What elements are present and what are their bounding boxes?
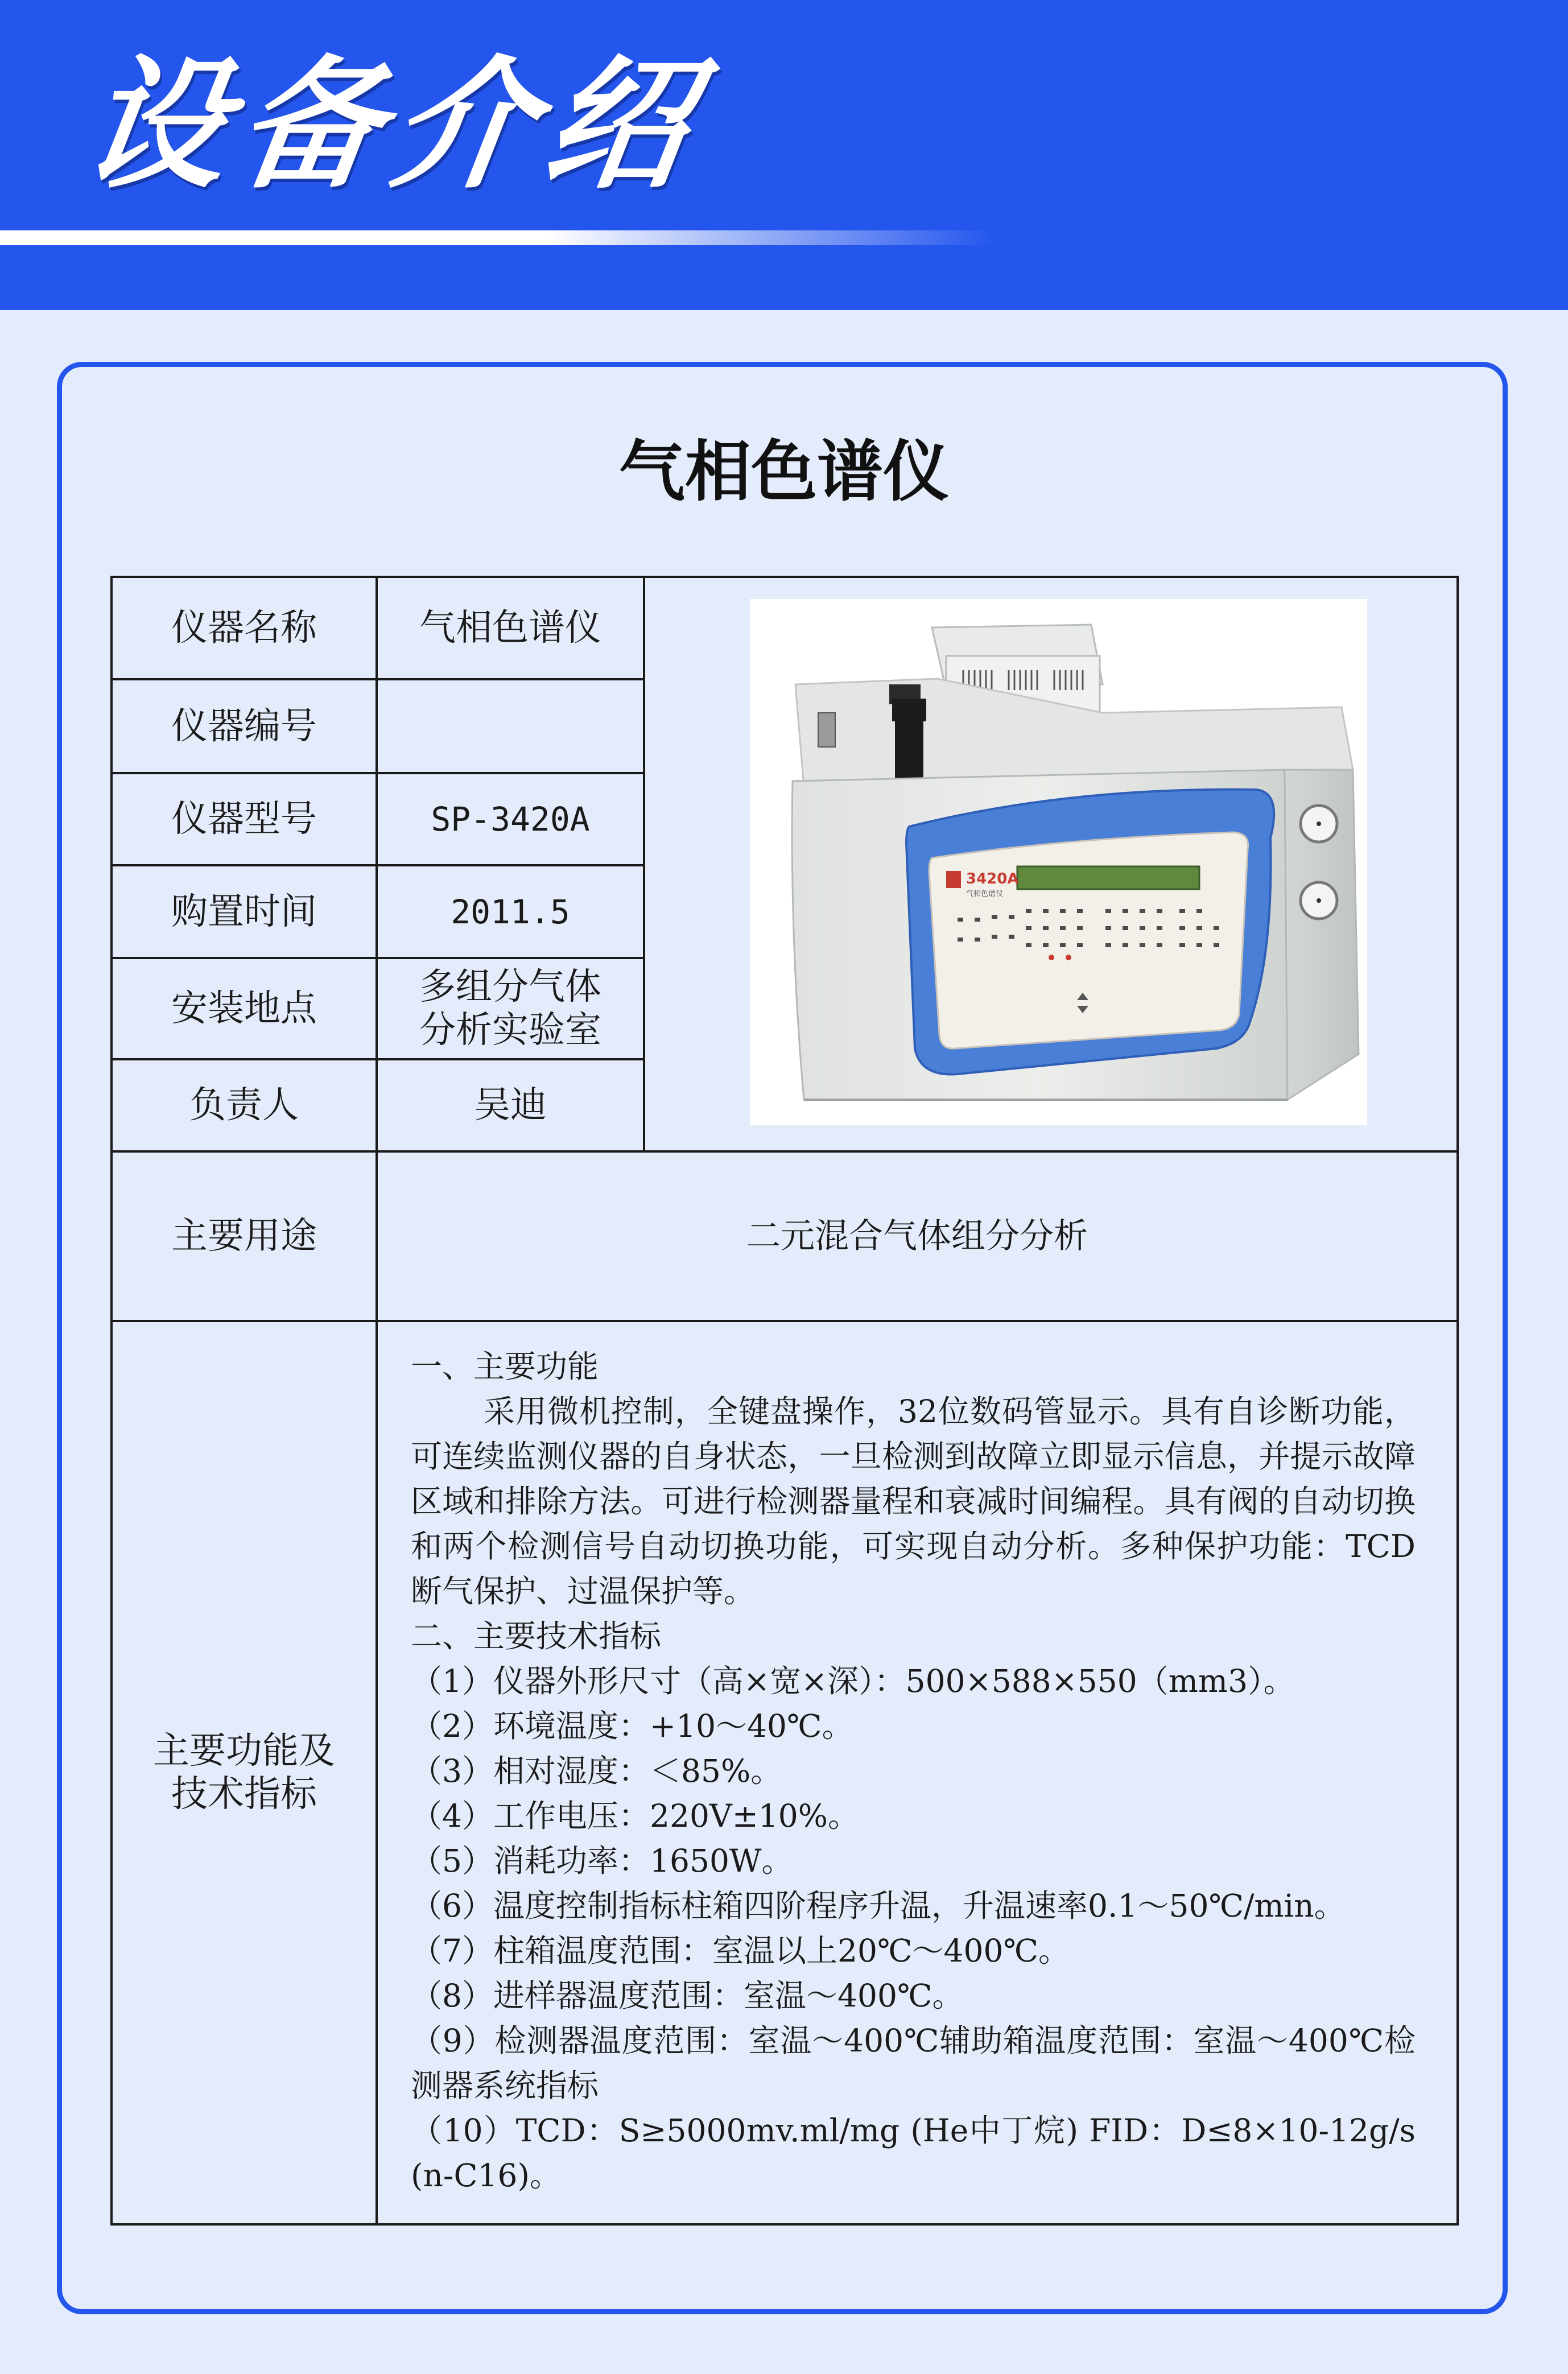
value-instrument-name: 气相色谱仪 xyxy=(419,607,601,649)
value-purchase-date: 2011.5 xyxy=(451,892,570,931)
label-purchase-date: 购置时间 xyxy=(171,890,317,933)
section-title-functions: 一、主要功能 xyxy=(411,1348,599,1385)
card-title: 气相色谱仪 xyxy=(619,433,949,510)
section-title-specs: 二、主要技术指标 xyxy=(411,1618,662,1654)
value-instrument-model: SP-3420A xyxy=(431,800,590,839)
label-instrument-model: 仪器型号 xyxy=(171,798,317,840)
spec-item: （3）相对湿度：＜85%。 xyxy=(411,1753,782,1789)
location-line: 多组分气体 xyxy=(419,966,601,1008)
banner-stripe xyxy=(0,230,996,245)
spec-item: （4）工作电压：220V±10%。 xyxy=(411,1798,860,1834)
label-instrument-number: 仪器编号 xyxy=(171,705,317,748)
header-banner xyxy=(0,0,1568,310)
label-instrument-name: 仪器名称 xyxy=(171,607,317,649)
spec-item: （10）TCD：S≥5000mv.ml/mg (He中丁烷) FID：D≤8×10-12g/s (n-C16)。 xyxy=(411,2112,1416,2194)
table-border-bottom xyxy=(110,2223,1459,2226)
value-instrument-number xyxy=(378,680,643,772)
spec-item: （8）进样器温度范围：室温～400℃。 xyxy=(411,1977,964,2014)
functions-paragraph: 采用微机控制，全键盘操作，32位数码管显示。具有自诊断功能，可连续监测仪器的自身状态，一旦检测到故障立即显示信息，并提示故障区域和排除方法。可进行检测器量程和衰减时间编程。具有阀的自动切换和两个检测信号自动切换功能，可实现自动分析。多种保护功能：TCD断气保护、过温保护等。 xyxy=(411,1393,1416,1609)
specs-content xyxy=(411,1344,1416,2198)
panel-model-label: 3420A xyxy=(966,870,1019,887)
spec-item: （9）检测器温度范围：室温～400℃辅助箱温度范围：室温～400℃检测器系统指标 xyxy=(411,2022,1416,2104)
specs-label-line: 主要功能及 xyxy=(153,1730,335,1772)
spec-item: （1）仪器外形尺寸（高×宽×深）：500×588×550（mm3）。 xyxy=(411,1663,1295,1699)
panel-sub-label: 气相色谱仪 xyxy=(966,890,1004,898)
gas-chromatograph-illustration xyxy=(750,599,1367,1125)
label-main-usage: 主要用途 xyxy=(171,1215,317,1257)
location-line: 分析实验室 xyxy=(419,1009,601,1051)
spec-item: （7）柱箱温度范围：室温以上20℃～400℃。 xyxy=(411,1933,1070,1969)
label-install-location: 安装地点 xyxy=(171,988,317,1030)
label-functions-specs xyxy=(113,1322,376,2223)
label-person-in-charge: 负责人 xyxy=(189,1084,299,1126)
value-person-in-charge: 吴迪 xyxy=(474,1084,547,1126)
spec-item: （5）消耗功率：1650W。 xyxy=(411,1843,793,1879)
value-install-location xyxy=(378,959,643,1058)
table-border-right xyxy=(1456,576,1459,2226)
spec-item: （2）环境温度：+10～40℃。 xyxy=(411,1708,853,1744)
value-main-usage: 二元混合气体组分分析 xyxy=(746,1216,1088,1256)
banner-title: 设备介绍 xyxy=(73,42,712,208)
spec-item: （6）温度控制指标柱箱四阶程序升温，升温速率0.1～50℃/min。 xyxy=(411,1888,1346,1924)
specs-label-line: 技术指标 xyxy=(171,1773,317,1815)
instrument-photo xyxy=(750,599,1367,1125)
